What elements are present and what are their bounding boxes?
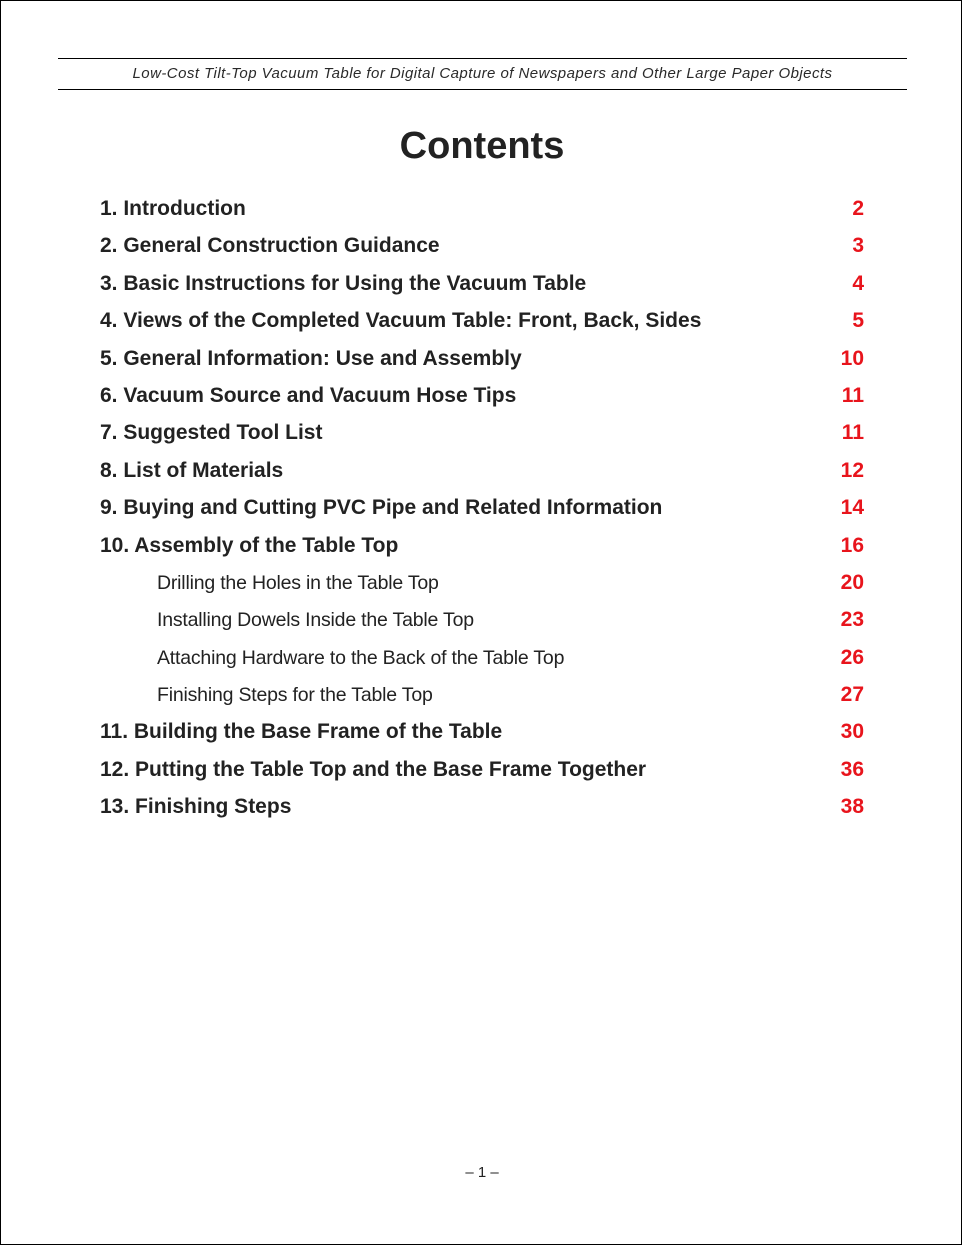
toc-entry-page: 2 (852, 197, 864, 220)
toc-entry-page: 16 (840, 533, 864, 557)
header-top-rule (58, 58, 907, 59)
toc-entry[interactable] (100, 456, 866, 493)
toc-subentry[interactable] (100, 643, 866, 680)
toc-subentry[interactable] (100, 568, 866, 605)
toc-entry-label: 10. Assembly of the Table Top (100, 533, 399, 557)
toc-entry-label: 13. Finishing Steps (100, 795, 292, 819)
toc-entry-label: 9. Buying and Cutting PVC Pipe and Related Information (100, 496, 663, 520)
toc-entry[interactable] (100, 755, 866, 792)
toc-entry[interactable] (100, 717, 866, 754)
toc-entry-label: 8. List of Materials (100, 458, 284, 482)
toc-entry-label: 3. Basic Instructions for Using the Vacuum Table (100, 271, 587, 295)
page-number: – 1 – (465, 1164, 499, 1181)
running-header: Low-Cost Tilt-Top Vacuum Table for Digital Capture of Newspapers and Other Large Paper Objects (132, 65, 833, 82)
toc-entry[interactable] (100, 381, 866, 418)
toc-entry-page: 4 (852, 271, 864, 295)
toc-entry-label: 1. Introduction (100, 197, 246, 220)
toc-entry-page: 36 (840, 757, 864, 781)
toc-entry-page: 11 (841, 383, 864, 407)
toc-entry-page: 10 (840, 346, 864, 370)
toc-entry[interactable] (100, 493, 866, 530)
toc-entry-page: 30 (840, 720, 864, 744)
toc-entry[interactable] (100, 306, 866, 343)
toc-entry[interactable] (100, 344, 866, 381)
toc-subentry-label: Attaching Hardware to the Back of the Table Top (157, 646, 565, 669)
toc-entry-label: 6. Vacuum Source and Vacuum Hose Tips (100, 383, 517, 407)
toc-subentry-page: 27 (840, 683, 864, 707)
header-bottom-rule (58, 89, 907, 90)
toc-subentry-label: Drilling the Holes in the Table Top (157, 571, 439, 594)
toc-entry[interactable] (100, 418, 866, 455)
toc-entry[interactable] (100, 792, 866, 829)
toc-entry-page: 11 (841, 421, 864, 445)
toc-subentry-label: Installing Dowels Inside the Table Top (157, 609, 474, 632)
toc-entry[interactable] (100, 194, 866, 231)
toc-entry-label: 5. General Information: Use and Assembly (100, 346, 522, 370)
page-title: Contents (399, 125, 565, 167)
toc-entry-page: 38 (840, 795, 864, 819)
toc-entry-label: 2. General Construction Guidance (100, 234, 440, 258)
toc-entry-page: 5 (852, 309, 864, 333)
toc-entry-label: 7. Suggested Tool List (100, 421, 323, 445)
toc-entry[interactable] (100, 269, 866, 306)
toc-subentry-page: 20 (840, 570, 864, 594)
toc-entry-page: 12 (840, 458, 864, 482)
toc-entry-page: 14 (840, 496, 864, 520)
toc-entry[interactable] (100, 231, 866, 268)
toc-entry-label: 4. Views of the Completed Vacuum Table: Front, Back, Sides (100, 309, 702, 333)
toc-entry-page: 3 (852, 234, 864, 258)
toc-subentry[interactable] (100, 680, 866, 717)
toc-subentry-page: 26 (840, 645, 864, 669)
toc-subentry-label: Finishing Steps for the Table Top (157, 684, 433, 707)
toc-entry[interactable] (100, 531, 866, 568)
toc-entry-label: 12. Putting the Table Top and the Base Frame Together (100, 757, 647, 781)
toc-subentry[interactable] (100, 605, 866, 642)
toc-entry-label: 11. Building the Base Frame of the Table (100, 720, 503, 744)
table-of-contents (100, 194, 866, 830)
toc-subentry-page: 23 (840, 608, 864, 632)
